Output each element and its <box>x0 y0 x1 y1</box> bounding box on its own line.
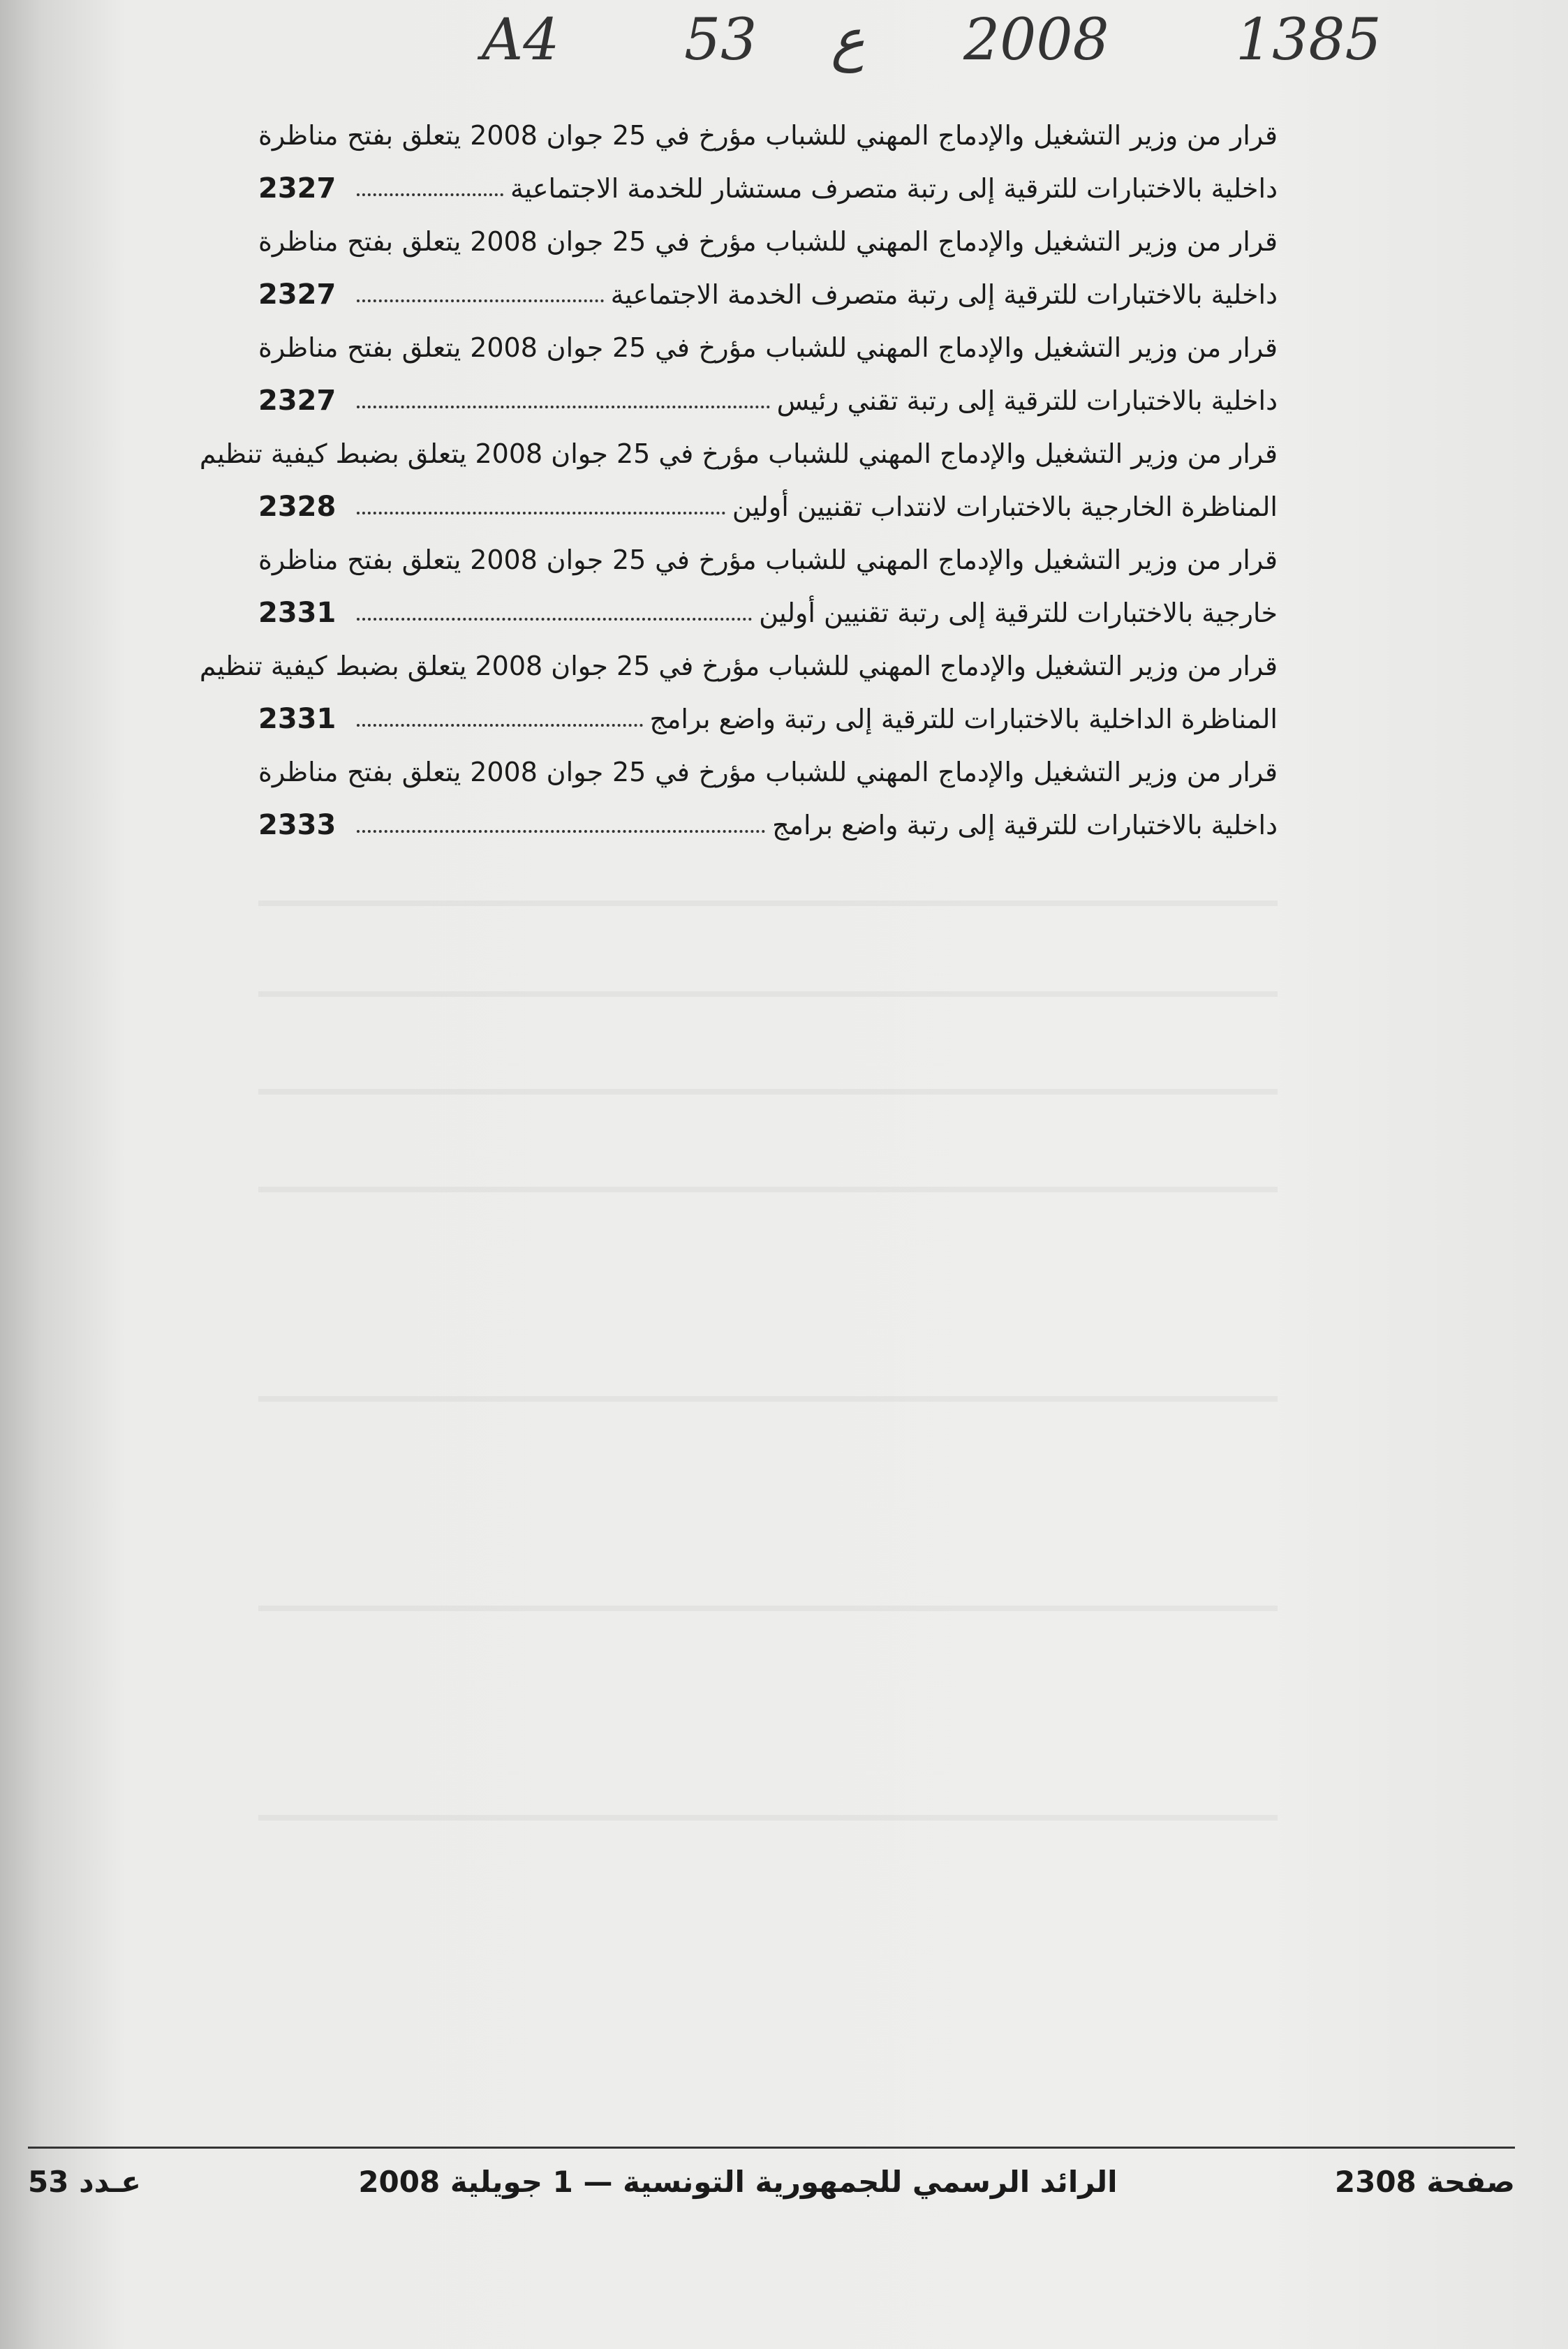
footer-divider <box>28 2147 1515 2149</box>
entry-title-line: قرار من وزير التشغيل والإدماج المهني للشباب مؤرخ في 25 جوان 2008 يتعلق بفتح مناظرة <box>258 544 1278 575</box>
toc-entry <box>199 642 1278 748</box>
handwritten-letter: ع <box>831 7 865 73</box>
entry-title-line: قرار من وزير التشغيل والإدماج المهني للشباب مؤرخ في 25 جوان 2008 يتعلق بضبط كيفية تنظيم <box>199 651 1278 681</box>
entry-page-number: 2327 <box>258 172 336 205</box>
dot-leader <box>357 406 769 408</box>
show-through-line <box>258 1089 1278 1095</box>
entry-page-number: 2327 <box>258 385 336 417</box>
show-through-line <box>258 1815 1278 1821</box>
entry-title-line: قرار من وزير التشغيل والإدماج المهني للشباب مؤرخ في 25 جوان 2008 يتعلق بفتح مناظرة <box>258 757 1278 787</box>
show-through-line <box>258 901 1278 906</box>
dot-leader <box>357 193 503 196</box>
dot-leader <box>357 830 765 833</box>
show-through-line <box>258 1187 1278 1192</box>
toc-entry <box>258 748 1278 854</box>
entry-title-continuation: المناظرة الخارجية بالاختبارات لانتداب تقنيين أولين <box>732 491 1278 522</box>
entry-title-line: قرار من وزير التشغيل والإدماج المهني للشباب مؤرخ في 25 جوان 2008 يتعلق بفتح مناظرة <box>258 332 1278 363</box>
handwritten-year: 2008 <box>963 7 1109 73</box>
handwritten-a4: A4 <box>482 7 560 73</box>
handwritten-number: 1385 <box>1236 7 1382 73</box>
table-of-contents <box>199 112 1278 854</box>
toc-entry <box>258 218 1278 324</box>
show-through-line <box>258 1606 1278 1611</box>
page-footer <box>28 2161 1515 2202</box>
toc-entry <box>258 112 1278 218</box>
entry-page-number: 2327 <box>258 279 336 311</box>
toc-entry <box>258 536 1278 642</box>
entry-page-number: 2331 <box>258 597 336 629</box>
entry-page-number: 2333 <box>258 809 336 841</box>
dot-leader <box>357 299 603 302</box>
entry-title-continuation: خارجية بالاختبارات للترقية إلى رتبة تقنيين أولين <box>759 598 1278 628</box>
journal-title: الرائد الرسمي للجمهورية التونسية — 1 جويلية 2008 <box>358 2164 1118 2199</box>
toc-entry <box>199 430 1278 536</box>
entry-title-continuation: المناظرة الداخلية بالاختبارات للترقية إلى رتبة واضع برامج <box>649 704 1278 734</box>
entry-title-continuation: داخلية بالاختبارات للترقية إلى رتبة واضع برامج <box>772 810 1278 840</box>
entry-title-continuation: داخلية بالاختبارات للترقية إلى رتبة متصرف الخدمة الاجتماعية <box>610 279 1278 310</box>
entry-page-number: 2328 <box>258 491 336 523</box>
dot-leader <box>357 618 752 621</box>
dot-leader <box>357 512 725 514</box>
entry-title-line: قرار من وزير التشغيل والإدماج المهني للشباب مؤرخ في 25 جوان 2008 يتعلق بفتح مناظرة <box>258 120 1278 151</box>
entry-title-line: قرار من وزير التشغيل والإدماج المهني للشباب مؤرخ في 25 جوان 2008 يتعلق بفتح مناظرة <box>258 226 1278 257</box>
entry-title-continuation: داخلية بالاختبارات للترقية إلى رتبة تقني رئيس <box>776 385 1278 416</box>
page-label: صفحة 2308 <box>1334 2164 1515 2199</box>
handwritten-issue: 53 <box>684 7 757 73</box>
show-through-line <box>258 991 1278 997</box>
issue-number: عـدد 53 <box>28 2164 141 2199</box>
dot-leader <box>357 724 642 727</box>
handwritten-note <box>482 7 1459 84</box>
show-through-line <box>258 1396 1278 1402</box>
entry-page-number: 2331 <box>258 703 336 735</box>
toc-entry <box>258 324 1278 430</box>
entry-title-continuation: داخلية بالاختبارات للترقية إلى رتبة متصرف مستشار للخدمة الاجتماعية <box>510 173 1278 204</box>
entry-title-line: قرار من وزير التشغيل والإدماج المهني للشباب مؤرخ في 25 جوان 2008 يتعلق بضبط كيفية تنظيم <box>199 438 1278 469</box>
